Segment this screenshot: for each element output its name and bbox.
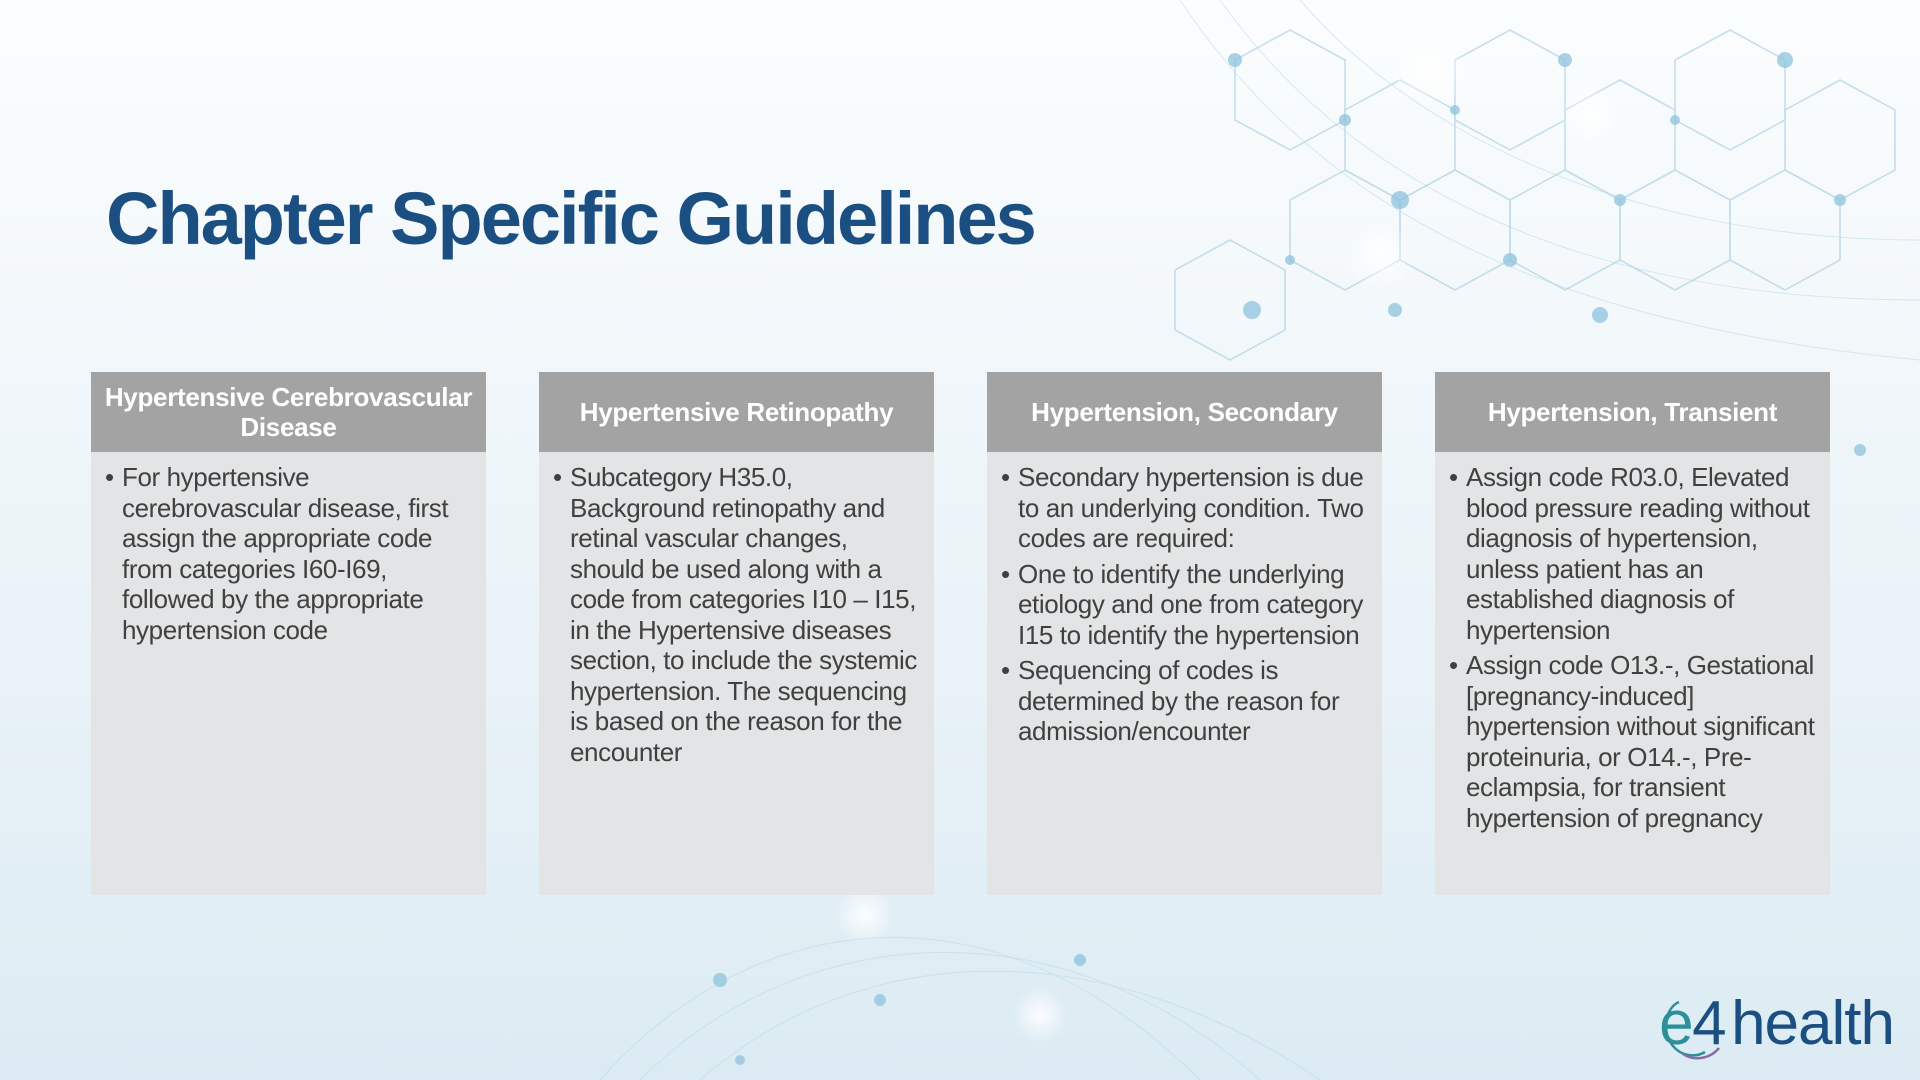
bullet-list [553, 462, 920, 767]
card-hypertensive-cerebrovascular-disease [91, 372, 486, 895]
card-hypertension-secondary [987, 372, 1382, 895]
logo-4: 4 [1692, 989, 1727, 1058]
card-body [987, 452, 1382, 747]
bullet-item: • One to identify the underlying etiology and one from category I15 to identify the hypertension [1001, 559, 1368, 651]
bullet-item: • Assign code R03.0, Elevated blood pressure reading without diagnosis of hypertension, unless patient has an established diagnosis of hypertension [1449, 462, 1816, 645]
card-hypertension-transient [1435, 372, 1830, 895]
card-body [1435, 452, 1830, 833]
bullet-item: • Subcategory H35.0, Background retinopathy and retinal vascular changes, should be used along with a code from categories I10 – I15, in the Hypertensive diseases section, to include the systemic hypertension. The sequencing is based on the reason for the encounter [553, 462, 920, 767]
bullet-item: • Sequencing of codes is determined by the reason for admission/encounter [1001, 655, 1368, 747]
bullet-list [1001, 462, 1368, 747]
logo-mark [1659, 984, 1731, 1064]
page-title: Chapter Specific Guidelines [106, 177, 1035, 260]
bullet-item: • Secondary hypertension is due to an underlying condition. Two codes are required: [1001, 462, 1368, 554]
card-header [91, 372, 486, 452]
card-body [539, 452, 934, 767]
bullet-list [105, 462, 472, 645]
card-title: Hypertension, Secondary [1031, 397, 1338, 427]
card-hypertensive-retinopathy [539, 372, 934, 895]
bullet-list [1449, 462, 1816, 833]
card-body [91, 452, 486, 645]
bullet-item: • Assign code O13.-, Gestational [pregnancy-induced] hypertension without significant proteinuria, or O14.-, Pre-eclampsia, for transient hypertension of pregnancy [1449, 650, 1816, 833]
logo-e: e [1659, 989, 1694, 1058]
guideline-cards [91, 372, 1831, 895]
card-header [539, 372, 934, 452]
card-title: Hypertension, Transient [1487, 397, 1778, 427]
card-header [1435, 372, 1830, 452]
card-title: Hypertensive Cerebrovascular Disease [104, 382, 473, 442]
card-header [987, 372, 1382, 452]
bullet-item: • For hypertensive cerebrovascular disease, first assign the appropriate code from categories I60-I69, followed by the appropriate hypertension code [105, 462, 472, 645]
e4health-logo [1659, 984, 1894, 1064]
logo-wordmark: health [1731, 989, 1894, 1058]
card-title: Hypertensive Retinopathy [579, 397, 894, 427]
